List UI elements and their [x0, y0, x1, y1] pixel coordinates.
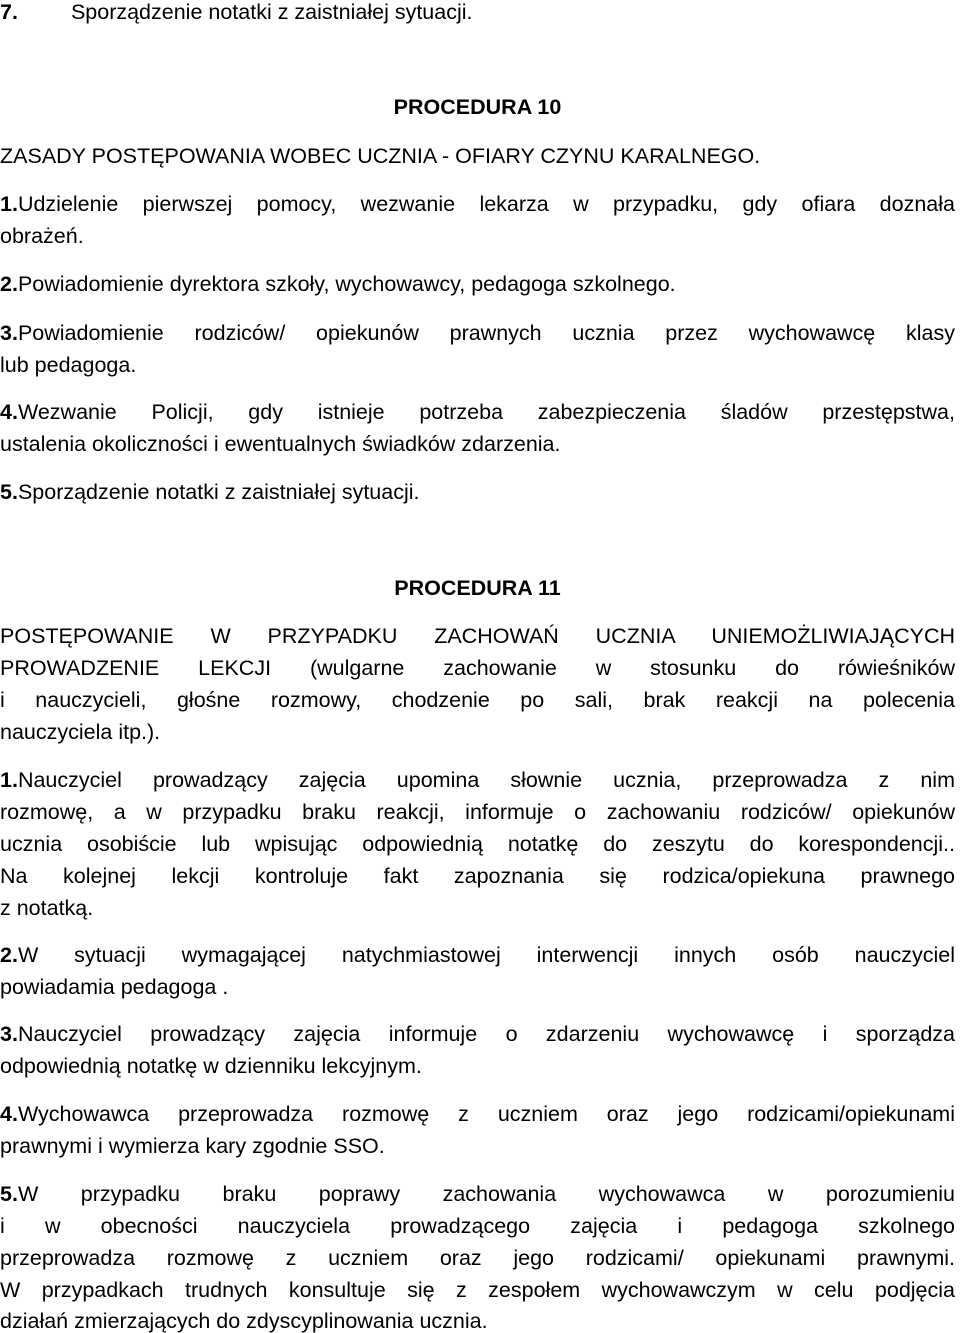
list-item: [0, 482, 955, 504]
procedure-10-title: ZASADY POSTĘPOWANIA WOBEC UCZNIA - OFIARY CZYNU KARALNEGO.: [0, 144, 761, 168]
list-item: [0, 323, 955, 345]
list-item-continuation: obrażeń.: [0, 224, 84, 248]
list-item: [0, 1104, 955, 1126]
list-item-continuation: przeprowadza rozmowę z uczniem oraz jego rodzicami/ opiekunami prawnymi.: [0, 1246, 955, 1270]
item-text: Sporządzenie notatki z zaistniałej sytuacji.: [17, 480, 420, 504]
list-item: [0, 1184, 955, 1206]
list-item: [0, 402, 955, 424]
item-text: Nauczyciel prowadzący zajęcia informuje o zdarzeniu wychowawcę i sporządza: [17, 1022, 955, 1046]
item-text: Udzielenie pierwszej pomocy, wezwanie lekarza w przypadku, gdy ofiara doznała: [17, 192, 955, 216]
item-number: 2.: [0, 272, 18, 296]
list-item: [0, 770, 955, 792]
list-item: [0, 1024, 955, 1046]
list-item: [0, 274, 955, 296]
list-item-continuation: powiadamia pedagoga .: [0, 975, 229, 999]
list-item-continuation: Na kolejnej lekcji kontroluje fakt zapoznania się rodzica/opiekuna prawnego: [0, 864, 955, 888]
item-text: Nauczyciel prowadzący zajęcia upomina słownie ucznia, przeprowadza z nim: [17, 768, 955, 792]
list-item-continuation: i w obecności nauczyciela prowadzącego zajęcia i pedagoga szkolnego: [0, 1214, 955, 1238]
list-item-continuation: odpowiednią notatkę w dzienniku lekcyjnym.: [0, 1054, 422, 1078]
item-text: Powiadomienie rodziców/ opiekunów prawnych ucznia przez wychowawcę klasy: [17, 321, 955, 345]
list-item: [0, 194, 955, 216]
list-item-continuation: rozmowę, a w przypadku braku reakcji, informuje o zachowaniu rodziców/ opiekunów: [0, 800, 955, 824]
item-text: Wezwanie Policji, gdy istnieje potrzeba zabezpieczenia śladów przestępstwa,: [17, 400, 955, 424]
list-item-continuation: ucznia osobiście lub wpisując odpowiednią notatkę do zeszytu do korespondencji..: [0, 832, 955, 856]
procedure-11-title-line: nauczyciela itp.).: [0, 720, 161, 744]
item-text: Wychowawca przeprowadza rozmowę z uczniem oraz jego rodzicami/opiekunami: [17, 1102, 955, 1126]
list-item-continuation: lub pedagoga.: [0, 353, 137, 377]
item-number: 7.: [0, 0, 18, 24]
item-number: 5.: [0, 1182, 18, 1206]
item-text: W sytuacji wymagającej natychmiastowej interwencji innych osób nauczyciel: [17, 943, 955, 967]
item-text: Powiadomienie dyrektora szkoły, wychowawcy, pedagoga szkolnego.: [17, 272, 676, 296]
item-text: Sporządzenie notatki z zaistniałej sytuacji.: [70, 0, 473, 24]
item-number: 1.: [0, 768, 18, 792]
item-number: 1.: [0, 192, 18, 216]
item-number: 3.: [0, 1022, 18, 1046]
list-item-continuation: działań zmierzających do zdyscyplinowania ucznia.: [0, 1309, 488, 1333]
procedure-11-title-line: PROWADZENIE LEKCJI (wulgarne zachowanie w stosunku do rówieśników: [0, 656, 955, 680]
list-item: [0, 2, 955, 24]
procedure-11-heading: PROCEDURA 11: [394, 576, 561, 600]
item-number: 2.: [0, 943, 18, 967]
list-item-continuation: z notatką.: [0, 896, 94, 920]
item-number: 4.: [0, 1102, 18, 1126]
list-item-continuation: W przypadkach trudnych konsultuje się z zespołem wychowawczym w celu podjęcia: [0, 1278, 955, 1302]
list-item-continuation: prawnymi i wymierza kary zgodnie SSO.: [0, 1134, 385, 1158]
list-item: [0, 945, 955, 967]
list-item-continuation: ustalenia okoliczności i ewentualnych świadków zdarzenia.: [0, 432, 561, 456]
procedure-11-title-line: i nauczycieli, głośne rozmowy, chodzenie po sali, brak reakcji na polecenia: [0, 688, 955, 712]
item-number: 4.: [0, 400, 18, 424]
procedure-11-title-line: POSTĘPOWANIE W PRZYPADKU ZACHOWAŃ UCZNIA UNIEMOŻLIWIAJĄCYCH: [0, 624, 955, 648]
procedure-10-heading: PROCEDURA 10: [393, 95, 562, 119]
item-number: 5.: [0, 480, 18, 504]
item-number: 3.: [0, 321, 18, 345]
item-text: W przypadku braku poprawy zachowania wychowawca w porozumieniu: [17, 1182, 955, 1206]
